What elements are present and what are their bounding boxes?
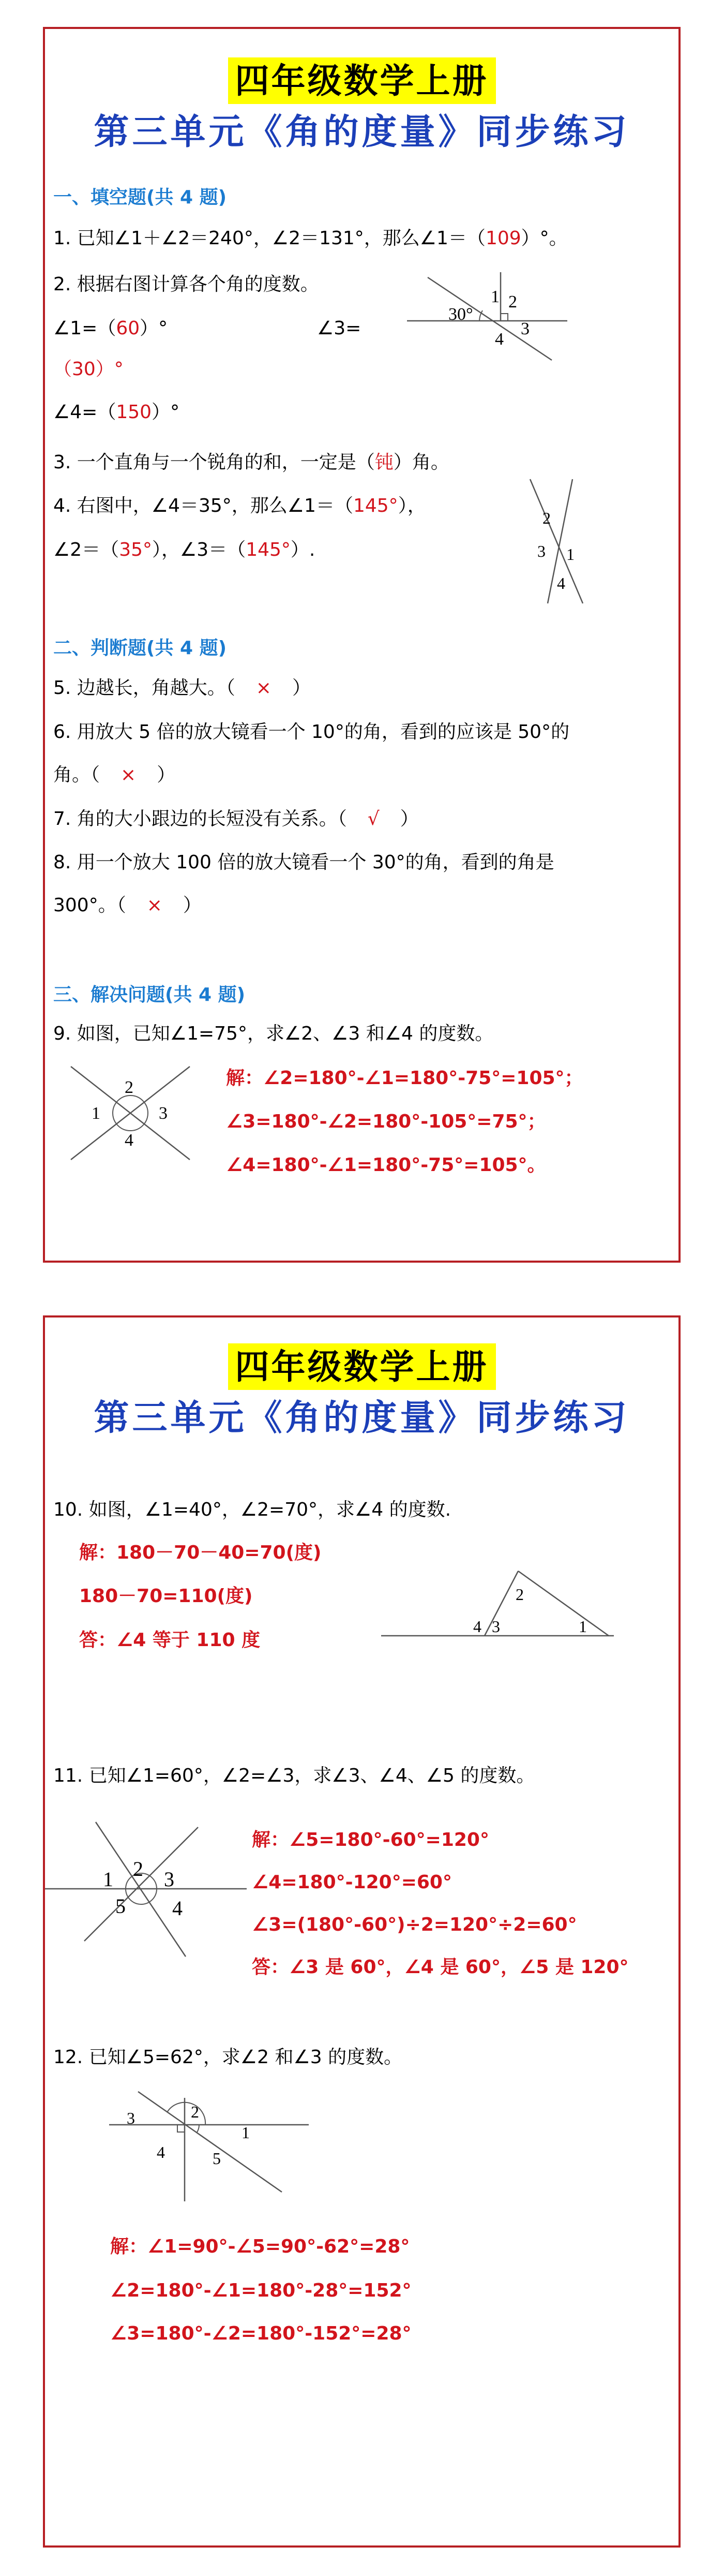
question-12-solution-2: ∠2=180°-∠1=180°-28°=152° [110, 2280, 412, 2301]
question-5: 5. 边越长，角越大。（ × ） [53, 677, 311, 699]
figure-label-1: 1 [103, 1868, 113, 1891]
figure-label-1: 1 [579, 1617, 587, 1636]
figure-label-4: 4 [557, 574, 565, 593]
figure-label-3: 3 [127, 2109, 135, 2127]
figure-label-2: 2 [516, 1585, 524, 1604]
section-true-false: 二、判断题(共 4 题) [53, 638, 227, 659]
question-9-solution-3: ∠4=180°-∠1=180°-75°=105°。 [226, 1154, 546, 1176]
question-2-figure [397, 262, 583, 365]
answer-8: × [146, 895, 162, 916]
figure-label-4: 4 [473, 1617, 481, 1636]
figure-label-1: 1 [491, 287, 500, 306]
question-12-solution-1: 解：∠1=90°-∠5=90°-62°=28° [110, 2236, 410, 2257]
question-10-solution-2: 180－70=110(度) [79, 1586, 253, 1607]
title-block [45, 57, 678, 156]
question-9-stem: 9. 如图，已知∠1=75°，求∠2、∠3 和∠4 的度数。 [53, 1023, 494, 1044]
figure-label-4: 4 [495, 330, 504, 349]
question-9-figure [61, 1059, 200, 1167]
worksheet-panel-2 [43, 1315, 681, 2548]
question-9-solution-1: 解：∠2=180°-∠1=180°-75°=105°； [226, 1068, 583, 1089]
answer-7: √ [367, 808, 380, 830]
figure-label-1: 1 [92, 1104, 100, 1123]
question-2-angle-1: ∠1=（60）° [53, 318, 168, 339]
question-2-angle-3-label: ∠3= [317, 318, 361, 339]
question-11-solution-1: 解：∠5=180°-60°=120° [252, 1829, 489, 1850]
grade-title: 四年级数学上册 [228, 1343, 496, 1390]
question-11-solution-2: ∠4=180°-120°=60° [252, 1872, 452, 1893]
question-2-angle-4: ∠4=（150）° [53, 402, 180, 423]
question-10-stem: 10. 如图，∠1=40°，∠2=70°，求∠4 的度数. [53, 1499, 451, 1520]
figure-label-1: 1 [242, 2123, 250, 2142]
question-7: 7. 角的大小跟边的长短没有关系。（ √ ） [53, 808, 419, 830]
question-6-line-1: 6. 用放大 5 倍的放大镜看一个 10°的角，看到的应该是 50°的 [53, 721, 570, 743]
question-4-line-1: 4. 右图中，∠4＝35°，那么∠1＝（145°）， [53, 495, 426, 516]
unit-title: 第三单元《角的度量》同步练习 [94, 111, 630, 153]
figure-label-4: 4 [125, 1131, 133, 1150]
question-12-solution-3: ∠3=180°-∠2=180°-152°=28° [110, 2323, 412, 2344]
figure-label-2: 2 [191, 2103, 199, 2121]
question-3: 3. 一个直角与一个锐角的和，一定是（钝）角。 [53, 452, 449, 473]
question-4-figure [516, 474, 598, 609]
figure-label-30: 30° [448, 305, 473, 324]
figure-label-3: 3 [492, 1617, 500, 1636]
question-2-stem: 2. 根据右图计算各个角的度数。 [53, 274, 319, 295]
question-10-solution-3: 答：∠4 等于 110 度 [79, 1630, 261, 1651]
question-8-line-2: 300°。（ × ） [53, 895, 202, 916]
question-1: 1. 已知∠1＋∠2＝240°，∠2＝131°，那么∠1＝（109）°。 [53, 228, 568, 249]
question-12-stem: 12. 已知∠5=62°，求∠2 和∠3 的度数。 [53, 2047, 403, 2068]
figure-label-4: 4 [172, 1897, 183, 1920]
question-12-figure [102, 2088, 319, 2207]
figure-label-5: 5 [115, 1894, 126, 1918]
figure-label-2: 2 [542, 509, 551, 527]
question-8-line-1: 8. 用一个放大 100 倍的放大镜看一个 30°的角，看到的角是 [53, 852, 554, 873]
figure-label-2: 2 [125, 1078, 133, 1097]
question-2-angle-3-answer: （30）° [53, 359, 124, 380]
answer-3: 钝 [374, 452, 394, 473]
question-10-figure [376, 1550, 624, 1654]
section-problem-solving: 三、解决问题(共 4 题) [53, 984, 246, 1005]
answer-6: × [120, 764, 137, 786]
figure-label-2: 2 [133, 1857, 143, 1881]
section-fill-in: 一、填空题(共 4 题) [53, 187, 227, 208]
unit-title: 第三单元《角的度量》同步练习 [94, 1397, 630, 1439]
answer-5: × [255, 677, 272, 699]
question-11-figure [45, 1812, 252, 1967]
question-9-solution-2: ∠3=180°-∠2=180°-105°=75°； [226, 1111, 546, 1132]
answer-1: 109 [485, 228, 521, 249]
figure-label-3: 3 [537, 542, 546, 560]
figure-label-3: 3 [159, 1104, 168, 1123]
question-10-solution-1: 解：180－70－40=70(度) [79, 1542, 322, 1563]
worksheet-panel-1 [43, 27, 681, 1263]
grade-title: 四年级数学上册 [228, 57, 496, 104]
figure-label-3: 3 [521, 319, 530, 338]
figure-label-5: 5 [213, 2149, 221, 2168]
question-11-solution-4: 答：∠3 是 60°，∠4 是 60°，∠5 是 120° [252, 1957, 629, 1978]
question-11-solution-3: ∠3=(180°-60°)÷2=120°÷2=60° [252, 1914, 577, 1935]
figure-label-3: 3 [164, 1868, 174, 1891]
question-11-stem: 11. 已知∠1=60°，∠2=∠3，求∠3、∠4、∠5 的度数。 [53, 1765, 535, 1786]
question-6-line-2: 角。（ × ） [53, 764, 176, 786]
title-block [45, 1343, 678, 1442]
figure-label-4: 4 [157, 2143, 165, 2162]
figure-label-1: 1 [566, 545, 575, 564]
figure-label-2: 2 [508, 292, 517, 312]
question-4-line-2: ∠2＝（35°），∠3＝（145°）. [53, 539, 315, 560]
